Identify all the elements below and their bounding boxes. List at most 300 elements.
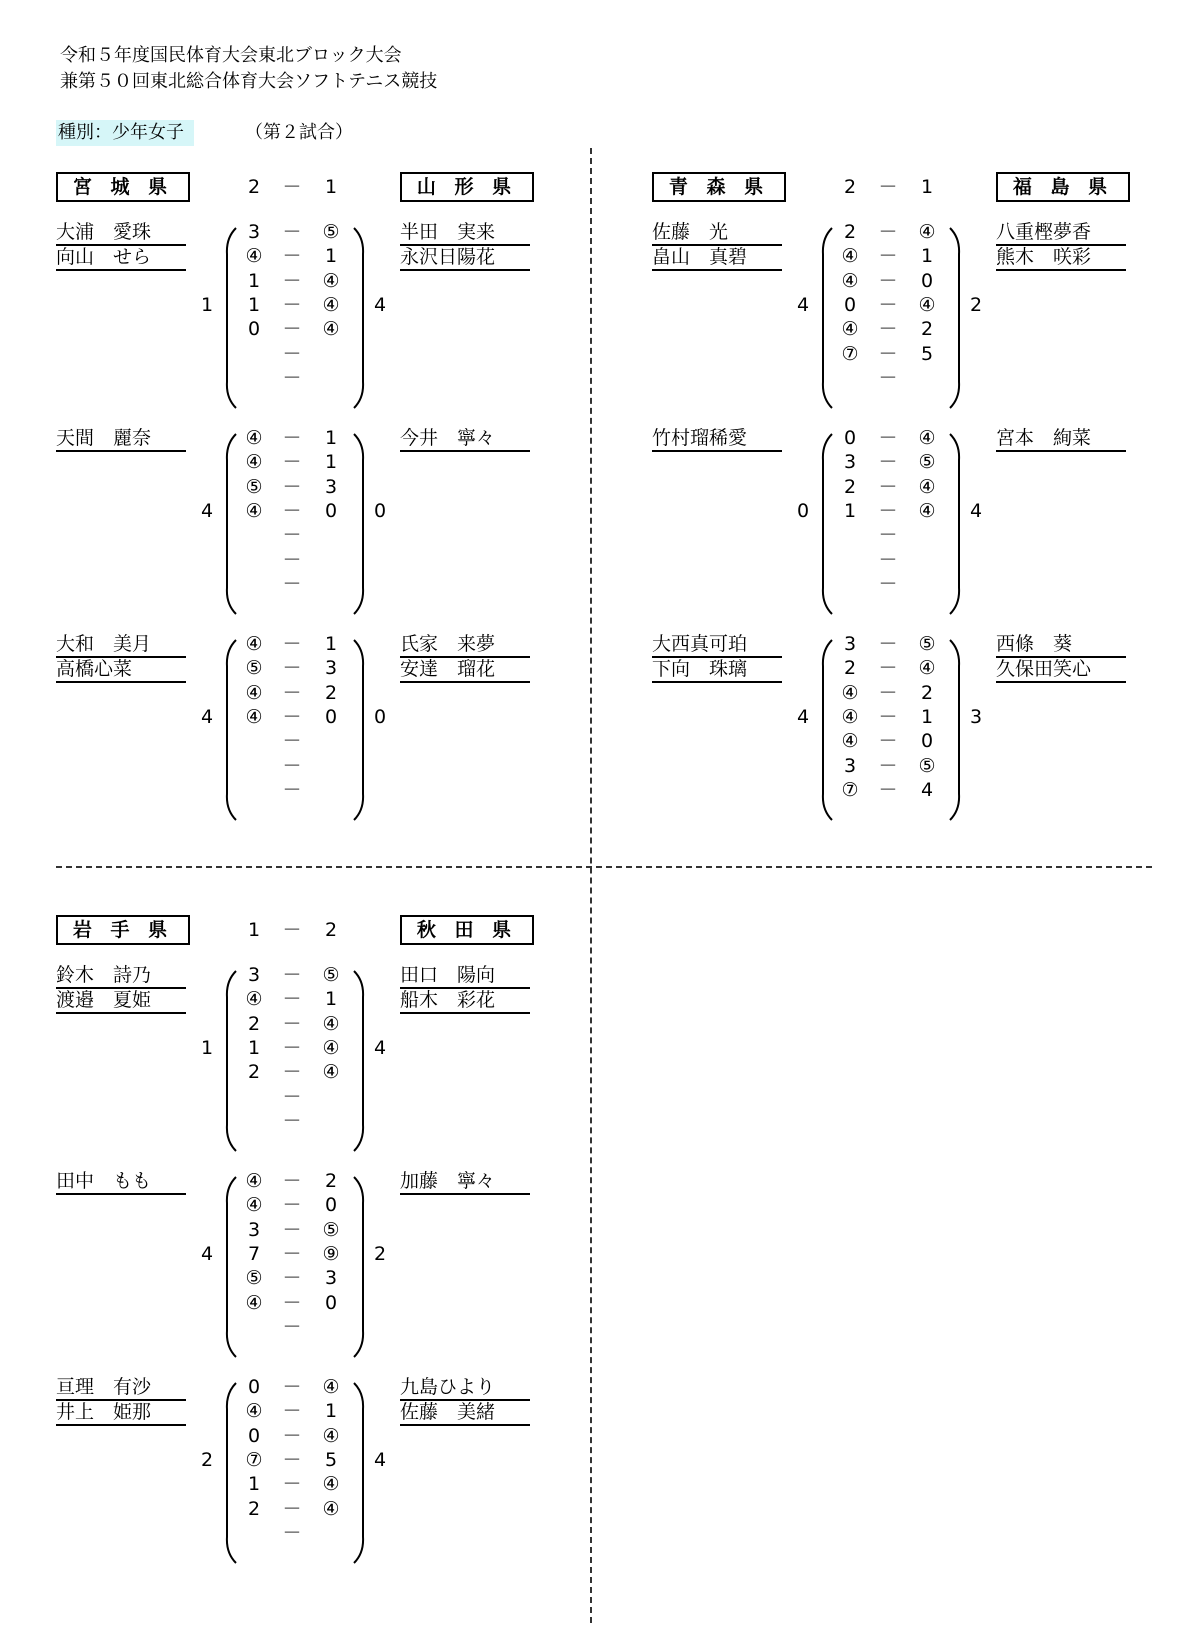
set-score-left: ④ <box>245 705 263 728</box>
set-score-left: 1 <box>843 499 857 522</box>
set-row <box>56 1218 536 1243</box>
game-total-left: 1 <box>200 1036 214 1059</box>
game-total-left: 4 <box>200 1242 214 1265</box>
match-number-label: （第２試合） <box>245 122 353 143</box>
set-dash: － <box>878 269 898 292</box>
set-score-right: 1 <box>324 451 338 474</box>
set-score-right: 5 <box>920 342 934 365</box>
set-score-left: 0 <box>247 318 261 341</box>
set-score-right: ⑤ <box>918 633 936 655</box>
set-dash: － <box>878 318 898 341</box>
set-score-right: 1 <box>324 988 338 1011</box>
set-row <box>56 523 536 548</box>
set-dash: － <box>282 572 302 595</box>
set-score-right: ④ <box>322 1424 340 1447</box>
set-row <box>56 1399 536 1424</box>
set-score-right: ⑤ <box>322 221 340 243</box>
set-row <box>652 523 1132 548</box>
set-row <box>56 1085 536 1110</box>
game-block <box>56 427 536 616</box>
game-block <box>56 1376 536 1565</box>
set-score-left: ④ <box>245 451 263 474</box>
set-score-right: ④ <box>322 1012 340 1035</box>
set-row <box>652 450 1132 475</box>
game-total-left: 1 <box>200 293 214 316</box>
set-score-left: ④ <box>245 1400 263 1423</box>
set-score-left: ⑤ <box>245 1267 263 1290</box>
set-row <box>56 1060 536 1085</box>
set-dash: － <box>282 1061 302 1084</box>
set-score-right: ④ <box>918 499 936 522</box>
right-player-name: 田口 陽向 <box>400 963 530 989</box>
set-score-right: 4 <box>920 778 934 801</box>
set-dash: － <box>282 1497 302 1520</box>
left-player-name: 天間 麗奈 <box>56 426 186 452</box>
set-dash: － <box>282 451 302 474</box>
set-dash: － <box>282 1218 302 1241</box>
set-row <box>56 1424 536 1449</box>
set-dash: － <box>282 1448 302 1471</box>
set-score-right: 1 <box>920 245 934 268</box>
vertical-divider <box>590 148 592 1623</box>
set-score-left: ⑦ <box>841 778 859 801</box>
team-score-dash: － <box>282 176 302 198</box>
right-player-name: 久保田笑心 <box>996 657 1126 683</box>
left-team-name: 宮 城 県 <box>56 172 190 202</box>
set-dash: － <box>282 681 302 704</box>
team-score-left: 2 <box>247 176 261 198</box>
set-row <box>652 548 1132 573</box>
set-score-left: ④ <box>841 245 859 268</box>
game-total-left: 0 <box>796 499 810 522</box>
set-score-left: 3 <box>843 754 857 777</box>
set-score-left: ④ <box>841 269 859 292</box>
set-dash: － <box>282 1085 302 1108</box>
set-score-right: 5 <box>324 1448 338 1471</box>
set-score-right: ④ <box>322 1036 340 1059</box>
set-dash: － <box>878 730 898 753</box>
game-total-right: 4 <box>969 499 983 522</box>
set-score-right: ④ <box>918 427 936 449</box>
set-score-right: ④ <box>322 318 340 341</box>
set-dash: － <box>878 657 898 680</box>
set-dash: － <box>878 366 898 389</box>
right-team-name: 秋 田 県 <box>400 915 534 945</box>
set-dash: － <box>282 548 302 571</box>
set-score-right: 0 <box>920 269 934 292</box>
set-score-left: ④ <box>245 1194 263 1217</box>
set-dash: － <box>878 499 898 522</box>
set-row <box>56 1266 536 1291</box>
set-score-left: ④ <box>245 1170 263 1192</box>
set-row <box>56 450 536 475</box>
set-row <box>56 317 536 342</box>
set-dash: － <box>282 293 302 316</box>
right-team-name: 山 形 県 <box>400 172 534 202</box>
left-team-name: 青 森 県 <box>652 172 786 202</box>
right-player-name: 八重樫夢香 <box>996 220 1126 246</box>
set-score-left: 2 <box>843 221 857 243</box>
set-dash: － <box>878 293 898 316</box>
set-score-right: 2 <box>324 681 338 704</box>
set-score-right: ⑤ <box>322 964 340 986</box>
set-dash: － <box>282 1473 302 1496</box>
set-score-left: 2 <box>247 1061 261 1084</box>
team-score-right: 1 <box>324 176 338 198</box>
set-row <box>56 1315 536 1340</box>
set-score-right: ④ <box>322 293 340 316</box>
set-row <box>56 475 536 500</box>
set-dash: － <box>878 633 898 655</box>
set-score-right: 3 <box>324 475 338 498</box>
set-row <box>652 778 1132 803</box>
game-total-left: 2 <box>200 1448 214 1471</box>
set-score-left: ⑤ <box>245 657 263 680</box>
set-row <box>56 366 536 391</box>
game-block <box>56 1170 536 1359</box>
game-block <box>652 221 1132 410</box>
set-score-left: 3 <box>247 964 261 986</box>
set-dash: － <box>282 633 302 655</box>
set-score-right: ④ <box>918 221 936 243</box>
right-player-name: 今井 寧々 <box>400 426 530 452</box>
set-row <box>56 1375 536 1400</box>
set-row <box>652 293 1132 318</box>
set-score-left: ④ <box>841 705 859 728</box>
set-dash: － <box>282 269 302 292</box>
set-score-left: 1 <box>247 269 261 292</box>
set-row <box>56 963 536 988</box>
set-dash: － <box>282 1521 302 1544</box>
set-dash: － <box>282 318 302 341</box>
set-dash: － <box>282 342 302 365</box>
set-row <box>56 342 536 367</box>
set-dash: － <box>282 499 302 522</box>
set-row <box>56 987 536 1012</box>
set-dash: － <box>282 1400 302 1423</box>
game-total-right: 3 <box>969 705 983 728</box>
set-score-left: 7 <box>247 1242 261 1265</box>
game-total-left: 4 <box>796 293 810 316</box>
set-score-right: 1 <box>324 633 338 655</box>
set-row <box>652 317 1132 342</box>
set-row <box>652 705 1132 730</box>
set-row <box>56 632 536 657</box>
match-block <box>56 172 536 832</box>
right-player-name: 永沢日陽花 <box>400 245 530 271</box>
game-block <box>56 964 536 1153</box>
set-dash: － <box>282 705 302 728</box>
set-dash: － <box>282 366 302 389</box>
set-dash: － <box>878 427 898 449</box>
set-score-left: ④ <box>841 681 859 704</box>
set-score-left: 3 <box>247 1218 261 1241</box>
game-total-left: 4 <box>200 705 214 728</box>
set-dash: － <box>282 754 302 777</box>
set-dash: － <box>878 524 898 547</box>
title-line-2: 兼第５０回東北総合体育大会ソフトテニス競技 <box>60 71 438 92</box>
set-score-right: 1 <box>920 705 934 728</box>
game-total-right: 4 <box>373 1448 387 1471</box>
set-score-right: 0 <box>324 499 338 522</box>
game-block <box>56 221 536 410</box>
set-row <box>652 269 1132 294</box>
set-score-left: ④ <box>245 245 263 268</box>
set-row <box>56 754 536 779</box>
left-player-name: 畠山 真碧 <box>652 245 782 271</box>
team-score-right: 1 <box>920 176 934 198</box>
set-row <box>56 499 536 524</box>
set-row <box>56 572 536 597</box>
set-dash: － <box>878 342 898 365</box>
set-row <box>56 656 536 681</box>
set-row <box>652 475 1132 500</box>
set-score-right: 1 <box>324 1400 338 1423</box>
set-dash: － <box>282 657 302 680</box>
set-score-left: 1 <box>247 1473 261 1496</box>
set-row <box>56 293 536 318</box>
set-score-right: ④ <box>322 269 340 292</box>
set-row <box>652 729 1132 754</box>
set-dash: － <box>282 1242 302 1265</box>
set-row <box>56 1036 536 1061</box>
set-score-left: ④ <box>245 427 263 449</box>
set-score-left: ⑦ <box>841 342 859 365</box>
set-score-left: 1 <box>247 293 261 316</box>
right-player-name: 氏家 来夢 <box>400 632 530 658</box>
set-score-right: ⑤ <box>322 1218 340 1241</box>
left-player-name: 竹村瑠稀愛 <box>652 426 782 452</box>
left-player-name: 大和 美月 <box>56 632 186 658</box>
set-row <box>652 754 1132 779</box>
game-total-left: 4 <box>796 705 810 728</box>
left-player-name: 渡邉 夏姫 <box>56 988 186 1014</box>
right-player-name: 宮本 絢菜 <box>996 426 1126 452</box>
set-score-right: 3 <box>324 1267 338 1290</box>
set-dash: － <box>878 475 898 498</box>
set-row <box>56 269 536 294</box>
set-score-right: ④ <box>918 293 936 316</box>
left-team-name: 岩 手 県 <box>56 915 190 945</box>
set-row <box>652 656 1132 681</box>
set-score-left: 3 <box>247 221 261 243</box>
set-dash: － <box>282 964 302 986</box>
left-player-name: 高橋心菜 <box>56 657 186 683</box>
set-row <box>56 1291 536 1316</box>
team-score-left: 2 <box>843 176 857 198</box>
set-dash: － <box>282 427 302 449</box>
set-dash: － <box>282 1012 302 1035</box>
game-total-right: 2 <box>969 293 983 316</box>
left-player-name: 向山 せら <box>56 245 186 271</box>
set-score-right: 2 <box>324 1170 338 1192</box>
set-score-left: ⑦ <box>245 1448 263 1471</box>
set-row <box>56 548 536 573</box>
set-row <box>56 426 536 451</box>
set-score-right: ④ <box>918 475 936 498</box>
right-player-name: 熊木 咲彩 <box>996 245 1126 271</box>
set-score-right: ④ <box>918 657 936 680</box>
set-dash: － <box>878 548 898 571</box>
set-dash: － <box>282 1291 302 1314</box>
set-score-right: 2 <box>920 681 934 704</box>
set-score-left: 0 <box>247 1376 261 1398</box>
set-row <box>56 1012 536 1037</box>
game-total-right: 4 <box>373 293 387 316</box>
left-player-name: 亘理 有沙 <box>56 1375 186 1401</box>
set-score-left: ④ <box>841 318 859 341</box>
set-row <box>652 426 1132 451</box>
set-score-left: 2 <box>247 1012 261 1035</box>
game-total-right: 4 <box>373 1036 387 1059</box>
set-score-left: 3 <box>843 451 857 474</box>
set-row <box>56 1193 536 1218</box>
left-player-name: 佐藤 光 <box>652 220 782 246</box>
set-dash: － <box>878 245 898 268</box>
set-score-right: 1 <box>324 245 338 268</box>
set-score-left: 3 <box>843 633 857 655</box>
set-score-right: ④ <box>322 1061 340 1084</box>
set-score-left: 0 <box>843 427 857 449</box>
match-block <box>56 915 536 1575</box>
set-row <box>56 1169 536 1194</box>
right-player-name: 西條 葵 <box>996 632 1126 658</box>
set-score-right: ⑤ <box>918 754 936 777</box>
left-player-name: 下向 珠璃 <box>652 657 782 683</box>
set-row <box>652 244 1132 269</box>
set-row <box>56 681 536 706</box>
set-score-left: 0 <box>247 1424 261 1447</box>
set-row <box>56 1497 536 1522</box>
set-row <box>56 778 536 803</box>
set-score-right: 0 <box>324 705 338 728</box>
set-row <box>652 681 1132 706</box>
set-score-left: ④ <box>245 499 263 522</box>
set-dash: － <box>282 524 302 547</box>
set-row <box>652 499 1132 524</box>
set-dash: － <box>282 1194 302 1217</box>
set-dash: － <box>282 245 302 268</box>
set-score-left: ④ <box>245 633 263 655</box>
left-player-name: 鈴木 詩乃 <box>56 963 186 989</box>
set-row <box>56 1109 536 1134</box>
set-score-right: 2 <box>920 318 934 341</box>
set-score-right: ⑨ <box>322 1242 340 1265</box>
set-dash: － <box>878 778 898 801</box>
set-dash: － <box>878 572 898 595</box>
set-row <box>652 632 1132 657</box>
title-line-1: 令和５年度国民体育大会東北ブロック大会 <box>60 45 402 66</box>
set-dash: － <box>282 1376 302 1398</box>
set-score-left: 0 <box>843 293 857 316</box>
left-player-name: 大浦 愛珠 <box>56 220 186 246</box>
set-dash: － <box>878 451 898 474</box>
match-block <box>652 172 1132 832</box>
game-block <box>56 633 536 822</box>
game-block <box>652 633 1132 822</box>
set-dash: － <box>282 1109 302 1132</box>
set-dash: － <box>282 730 302 753</box>
right-player-name: 加藤 寧々 <box>400 1169 530 1195</box>
set-dash: － <box>282 1315 302 1338</box>
set-dash: － <box>282 475 302 498</box>
set-row <box>652 572 1132 597</box>
left-player-name: 井上 姫那 <box>56 1400 186 1426</box>
set-row <box>56 220 536 245</box>
right-player-name: 半田 実来 <box>400 220 530 246</box>
set-dash: － <box>282 778 302 801</box>
set-score-left: ⑤ <box>245 475 263 498</box>
set-score-left: ④ <box>245 1291 263 1314</box>
team-score-left: 1 <box>247 919 261 941</box>
set-row <box>652 220 1132 245</box>
set-dash: － <box>282 1424 302 1447</box>
set-dash: － <box>878 221 898 243</box>
set-score-right: ⑤ <box>918 451 936 474</box>
set-score-left: ④ <box>245 681 263 704</box>
set-dash: － <box>282 1036 302 1059</box>
set-row <box>56 1448 536 1473</box>
set-score-left: 2 <box>843 475 857 498</box>
team-score-dash: － <box>878 176 898 198</box>
right-player-name: 安達 瑠花 <box>400 657 530 683</box>
set-score-right: ④ <box>322 1497 340 1520</box>
set-dash: － <box>878 754 898 777</box>
set-score-left: ④ <box>841 730 859 753</box>
game-block <box>652 427 1132 616</box>
set-score-left: ④ <box>245 988 263 1011</box>
set-row <box>652 342 1132 367</box>
team-score-right: 2 <box>324 919 338 941</box>
right-team-name: 福 島 県 <box>996 172 1130 202</box>
set-score-right: ④ <box>322 1376 340 1398</box>
set-dash: － <box>282 221 302 243</box>
set-score-right: 0 <box>324 1291 338 1314</box>
team-score-dash: － <box>282 919 302 941</box>
game-total-right: 0 <box>373 499 387 522</box>
game-total-right: 2 <box>373 1242 387 1265</box>
set-score-right: ④ <box>322 1473 340 1496</box>
set-row <box>56 1472 536 1497</box>
right-player-name: 船木 彩花 <box>400 988 530 1014</box>
set-row <box>56 1242 536 1267</box>
set-dash: － <box>878 705 898 728</box>
set-score-right: 1 <box>324 427 338 449</box>
horizontal-divider <box>56 866 1152 868</box>
set-score-right: 3 <box>324 657 338 680</box>
set-row <box>56 705 536 730</box>
set-dash: － <box>282 1267 302 1290</box>
left-player-name: 大西真可珀 <box>652 632 782 658</box>
set-score-left: 2 <box>247 1497 261 1520</box>
set-row <box>652 366 1132 391</box>
left-player-name: 田中 もも <box>56 1169 186 1195</box>
set-row <box>56 1521 536 1546</box>
game-total-left: 4 <box>200 499 214 522</box>
set-score-right: 0 <box>920 730 934 753</box>
set-score-right: 0 <box>324 1194 338 1217</box>
set-score-left: 1 <box>247 1036 261 1059</box>
set-row <box>56 244 536 269</box>
set-score-left: 2 <box>843 657 857 680</box>
category-label: 種別：少年女子 <box>56 120 194 146</box>
game-total-right: 0 <box>373 705 387 728</box>
right-player-name: 佐藤 美緒 <box>400 1400 530 1426</box>
set-dash: － <box>878 681 898 704</box>
set-dash: － <box>282 1170 302 1192</box>
right-player-name: 九島ひより <box>400 1375 530 1401</box>
set-dash: － <box>282 988 302 1011</box>
